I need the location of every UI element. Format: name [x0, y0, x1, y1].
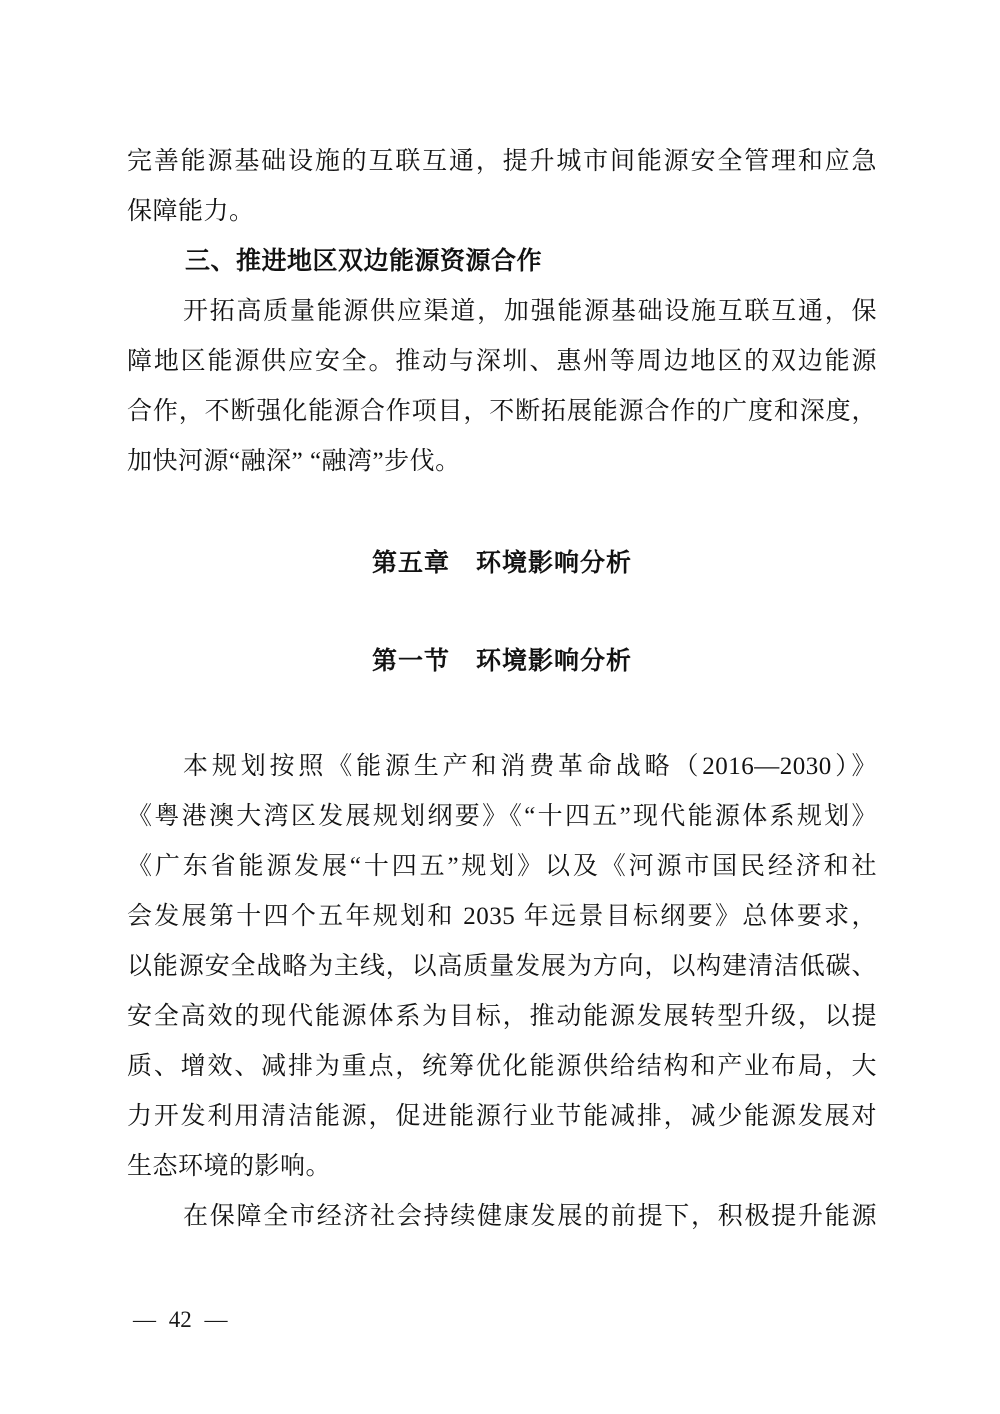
paragraph-line: 加快河源“融深” “融湾”步伐。	[127, 448, 461, 475]
paragraph-line: 以能源安全战略为主线，以高质量发展为方向，以构建清洁低碳、	[127, 953, 877, 980]
page-number: — 42 —	[133, 1307, 228, 1332]
paragraph-line: 《广东省能源发展“十四五”规划》以及《河源市国民经济和社	[127, 853, 877, 880]
paragraph-line: 障地区能源供应安全。推动与深圳、惠州等周边地区的双边能源	[127, 348, 877, 375]
paragraph-line: 质、增效、减排为重点，统筹优化能源供给结构和产业布局，大	[127, 1053, 877, 1080]
document-body	[127, 137, 877, 1242]
paragraph-line: 在保障全市经济社会持续健康发展的前提下，积极提升能源	[183, 1203, 877, 1230]
paragraph-line: 本规划按照《能源生产和消费革命战略（2016—2030）》	[183, 753, 877, 780]
paragraph-line: 合作，不断强化能源合作项目，不断拓展能源合作的广度和深度，	[127, 398, 877, 425]
paragraph-line: 保障能力。	[127, 198, 255, 225]
paragraph-line: 会发展第十四个五年规划和 2035 年远景目标纲要》总体要求，	[127, 903, 877, 930]
paragraph-line: 安全高效的现代能源体系为目标，推动能源发展转型升级，以提	[127, 1003, 877, 1030]
subheading-item-three: 三、推进地区双边能源资源合作	[185, 248, 543, 275]
section-heading: 第一节 环境影响分析	[371, 648, 632, 675]
chapter-heading: 第五章 环境影响分析	[371, 550, 632, 577]
paragraph-line: 力开发利用清洁能源，促进能源行业节能减排，减少能源发展对	[127, 1103, 877, 1130]
paragraph-line: 生态环境的影响。	[127, 1153, 332, 1180]
paragraph-line: 完善能源基础设施的互联互通，提升城市间能源安全管理和应急	[127, 148, 877, 175]
paragraph-line: 《粤港澳大湾区发展规划纲要》《“十四五”现代能源体系规划》	[127, 803, 877, 830]
paragraph-line: 开拓高质量能源供应渠道，加强能源基础设施互联互通，保	[183, 298, 877, 325]
